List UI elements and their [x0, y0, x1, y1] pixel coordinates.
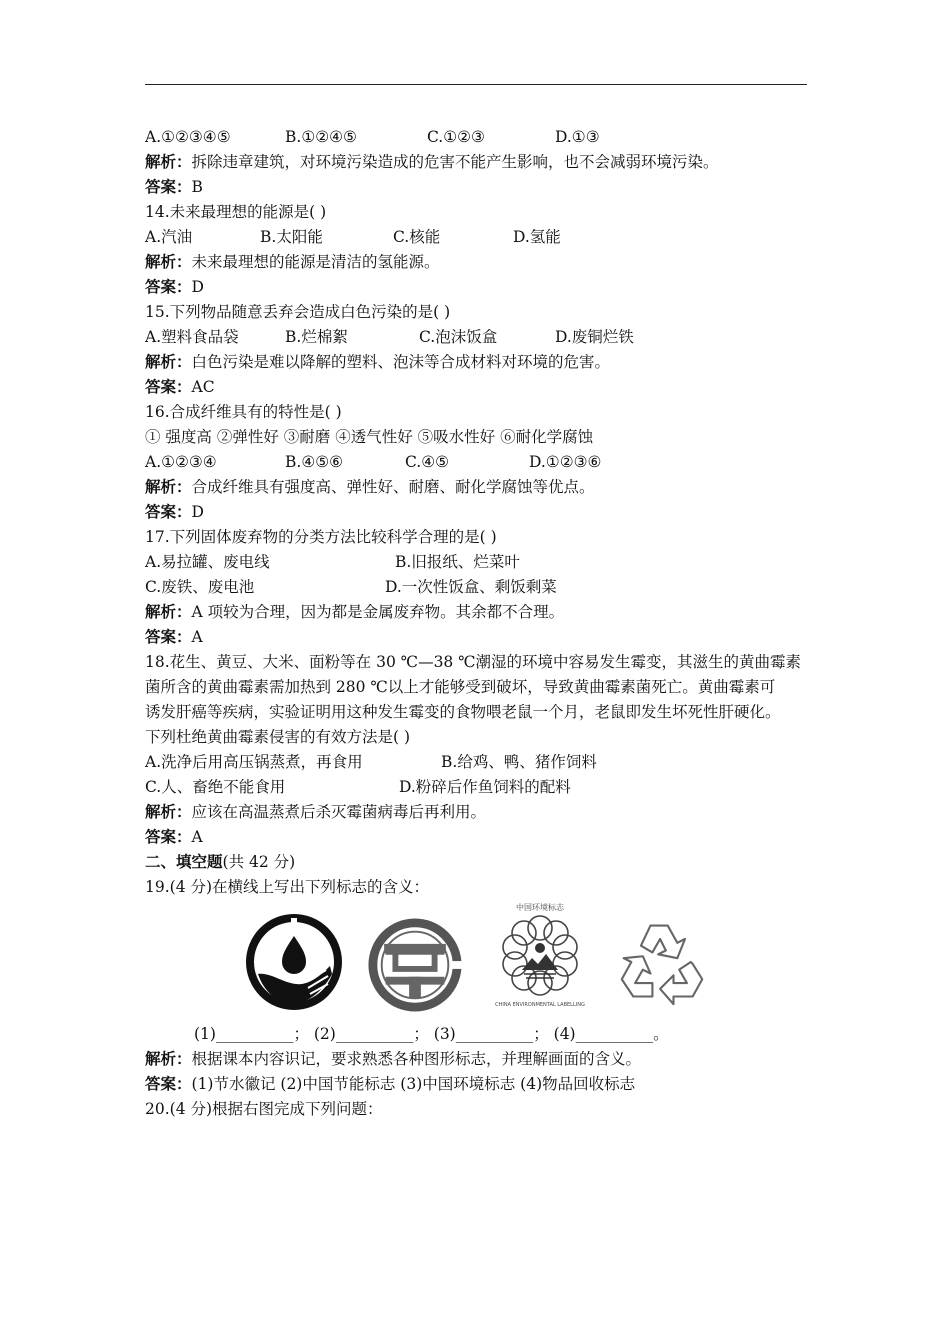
- analysis-label: 解析：: [145, 152, 192, 171]
- section-2-title: 二、填空题: [145, 852, 223, 871]
- analysis-label: 解析：: [145, 252, 192, 271]
- environmental-label-caption: CHINA ENVIRONMENTAL LABELLING: [495, 1002, 585, 1008]
- q16-analysis-text: 合成纤维具有强度高、弹性好、耐磨、耐化学腐蚀等优点。: [191, 478, 595, 496]
- answer-label: 答案：: [145, 377, 192, 396]
- environmental-label-title: 中国环境标志: [516, 903, 564, 912]
- analysis-label: 解析：: [145, 352, 192, 371]
- q17-stem: 17.下列固体废弃物的分类方法比较科学合理的是( ): [145, 528, 497, 546]
- q14-analysis-text: 未来最理想的能源是清洁的氢能源。: [191, 253, 440, 271]
- q19-logos: [0, 900, 950, 1020]
- q13-option-c: C.①②③: [427, 128, 485, 146]
- q16-option-b: B.④⑤⑥: [285, 453, 344, 471]
- q16-option-a: A.①②③④: [145, 453, 217, 471]
- china-environmental-label-icon: [488, 900, 592, 1012]
- q20-stem: 20.(4 分)根据右图完成下列问题：: [145, 1100, 383, 1118]
- q15-stem: 15.下列物品随意丢弃会造成白色污染的是( ): [145, 303, 451, 321]
- q14-option-b: B.太阳能: [260, 228, 323, 246]
- q13-option-d: D.①③: [555, 128, 600, 146]
- answer-label: 答案：: [145, 277, 192, 296]
- q18-options-row2: [145, 777, 845, 797]
- q13-answer-text: B: [191, 178, 203, 196]
- q18-stem-line-4: 下列杜绝黄曲霉素侵害的有效方法是( ): [145, 728, 411, 746]
- q18-answer-text: A: [191, 828, 203, 846]
- section-2-heading: [145, 852, 295, 872]
- q18-option-a: A.洗净后用高压锅蒸煮，再食用: [145, 753, 363, 771]
- q17-option-b: B.旧报纸、烂菜叶: [395, 553, 520, 571]
- q17-options-row2: [145, 577, 845, 597]
- q17-option-d: D.一次性饭盒、剩饭剩菜: [385, 578, 557, 596]
- q19-analysis-text: 根据课本内容识记，要求熟悉各种图形标志，并理解画面的含义。: [191, 1050, 642, 1068]
- q19-analysis: [145, 1049, 641, 1069]
- q16-option-c: C.④⑤: [405, 453, 450, 471]
- analysis-label: 解析：: [145, 1049, 192, 1068]
- q13-option-a: A.①②③④⑤: [145, 128, 231, 146]
- q15-answer: [145, 377, 215, 397]
- answer-label: 答案：: [145, 502, 192, 521]
- q15-analysis: [145, 352, 610, 372]
- q14-stem: 14.未来最理想的能源是( ): [145, 203, 327, 221]
- q17-answer-text: A: [191, 628, 203, 646]
- q16-analysis: [145, 477, 595, 497]
- q19-blanks: (1)__________； (2)__________； (3)__________； (4)__________。: [194, 1025, 669, 1043]
- header-rule: [145, 84, 807, 85]
- q17-option-c: C.废铁、废电池: [145, 578, 255, 596]
- q18-option-b: B.给鸡、鸭、猪作饲料: [441, 753, 597, 771]
- q14-option-a: A.汽油: [145, 228, 193, 246]
- q14-option-d: D.氢能: [513, 228, 561, 246]
- q13-analysis: [145, 152, 719, 172]
- q18-stem-line-2: 菌所含的黄曲霉素需加热到 280 ℃以上才能够受到破坏，导致黄曲霉素菌死亡。黄曲霉素可: [145, 678, 776, 696]
- q18-options-row1: [145, 752, 845, 772]
- q14-option-c: C.核能: [393, 228, 441, 246]
- q16-option-d: D.①②③⑥: [529, 453, 602, 471]
- q18-analysis-text: 应该在高温蒸煮后杀灭霉菌病毒后再利用。: [191, 803, 487, 821]
- q15-options: [145, 327, 845, 347]
- analysis-label: 解析：: [145, 802, 192, 821]
- q13-analysis-text: 拆除违章建筑，对环境污染造成的危害不能产生影响，也不会减弱环境污染。: [191, 153, 719, 171]
- water-saving-emblem-icon: [244, 912, 344, 1012]
- q15-option-d: D.废铜烂铁: [555, 328, 634, 346]
- q18-answer: [145, 827, 203, 847]
- q15-option-a: A.塑料食品袋: [145, 328, 239, 346]
- recycle-icon: [614, 916, 710, 1008]
- analysis-label: 解析：: [145, 602, 192, 621]
- answer-label: 答案：: [145, 1074, 192, 1093]
- q18-stem-line-1: 18.花生、黄豆、大米、面粉等在 30 ℃—38 ℃潮湿的环境中容易发生霉变，其滋生的黄曲霉素: [145, 653, 802, 671]
- q15-answer-text: AC: [191, 378, 215, 396]
- q15-analysis-text: 白色污染是难以降解的塑料、泡沫等合成材料对环境的危害。: [191, 353, 611, 371]
- q15-option-b: B.烂棉絮: [285, 328, 348, 346]
- q18-option-d: D.粉碎后作鱼饲料的配料: [399, 778, 571, 796]
- q17-analysis: [145, 602, 564, 622]
- q17-options-row1: [145, 552, 845, 572]
- analysis-label: 解析：: [145, 477, 192, 496]
- q16-stem: 16.合成纤维具有的特性是( ): [145, 403, 342, 421]
- q16-options: [145, 452, 845, 472]
- q13-option-b: B.①②④⑤: [285, 128, 357, 146]
- q16-items: ① 强度高 ②弹性好 ③耐磨 ④透气性好 ⑤吸水性好 ⑥耐化学腐蚀: [145, 428, 594, 446]
- q13-answer: [145, 177, 203, 197]
- answer-label: 答案：: [145, 827, 192, 846]
- q13-options: [145, 127, 845, 147]
- q19-answer-text: (1)节水徽记 (2)中国节能标志 (3)中国环境标志 (4)物品回收标志: [191, 1075, 636, 1093]
- section-2-points: (共 42 分): [222, 853, 296, 871]
- q19-stem: 19.(4 分)在横线上写出下列标志的含义：: [145, 878, 430, 896]
- q17-option-a: A.易拉罐、废电线: [145, 553, 270, 571]
- q14-answer-text: D: [191, 278, 204, 296]
- q15-option-c: C.泡沫饭盒: [419, 328, 498, 346]
- q17-analysis-text: A 项较为合理，因为都是金属废弃物。其余都不合理。: [191, 603, 565, 621]
- q18-analysis: [145, 802, 486, 822]
- q18-option-c: C.人、畜绝不能食用: [145, 778, 286, 796]
- answer-label: 答案：: [145, 177, 192, 196]
- q14-answer: [145, 277, 204, 297]
- q17-answer: [145, 627, 203, 647]
- q14-options: [145, 227, 845, 247]
- q14-analysis: [145, 252, 440, 272]
- q18-stem-line-3: 诱发肝癌等疾病，实验证明用这种发生霉变的食物喂老鼠一个月，老鼠即发生坏死性肝硬化。: [145, 703, 781, 721]
- q16-answer-text: D: [191, 503, 204, 521]
- energy-saving-emblem-icon: [366, 916, 464, 1014]
- q19-answer: [145, 1074, 635, 1094]
- q16-answer: [145, 502, 204, 522]
- answer-label: 答案：: [145, 627, 192, 646]
